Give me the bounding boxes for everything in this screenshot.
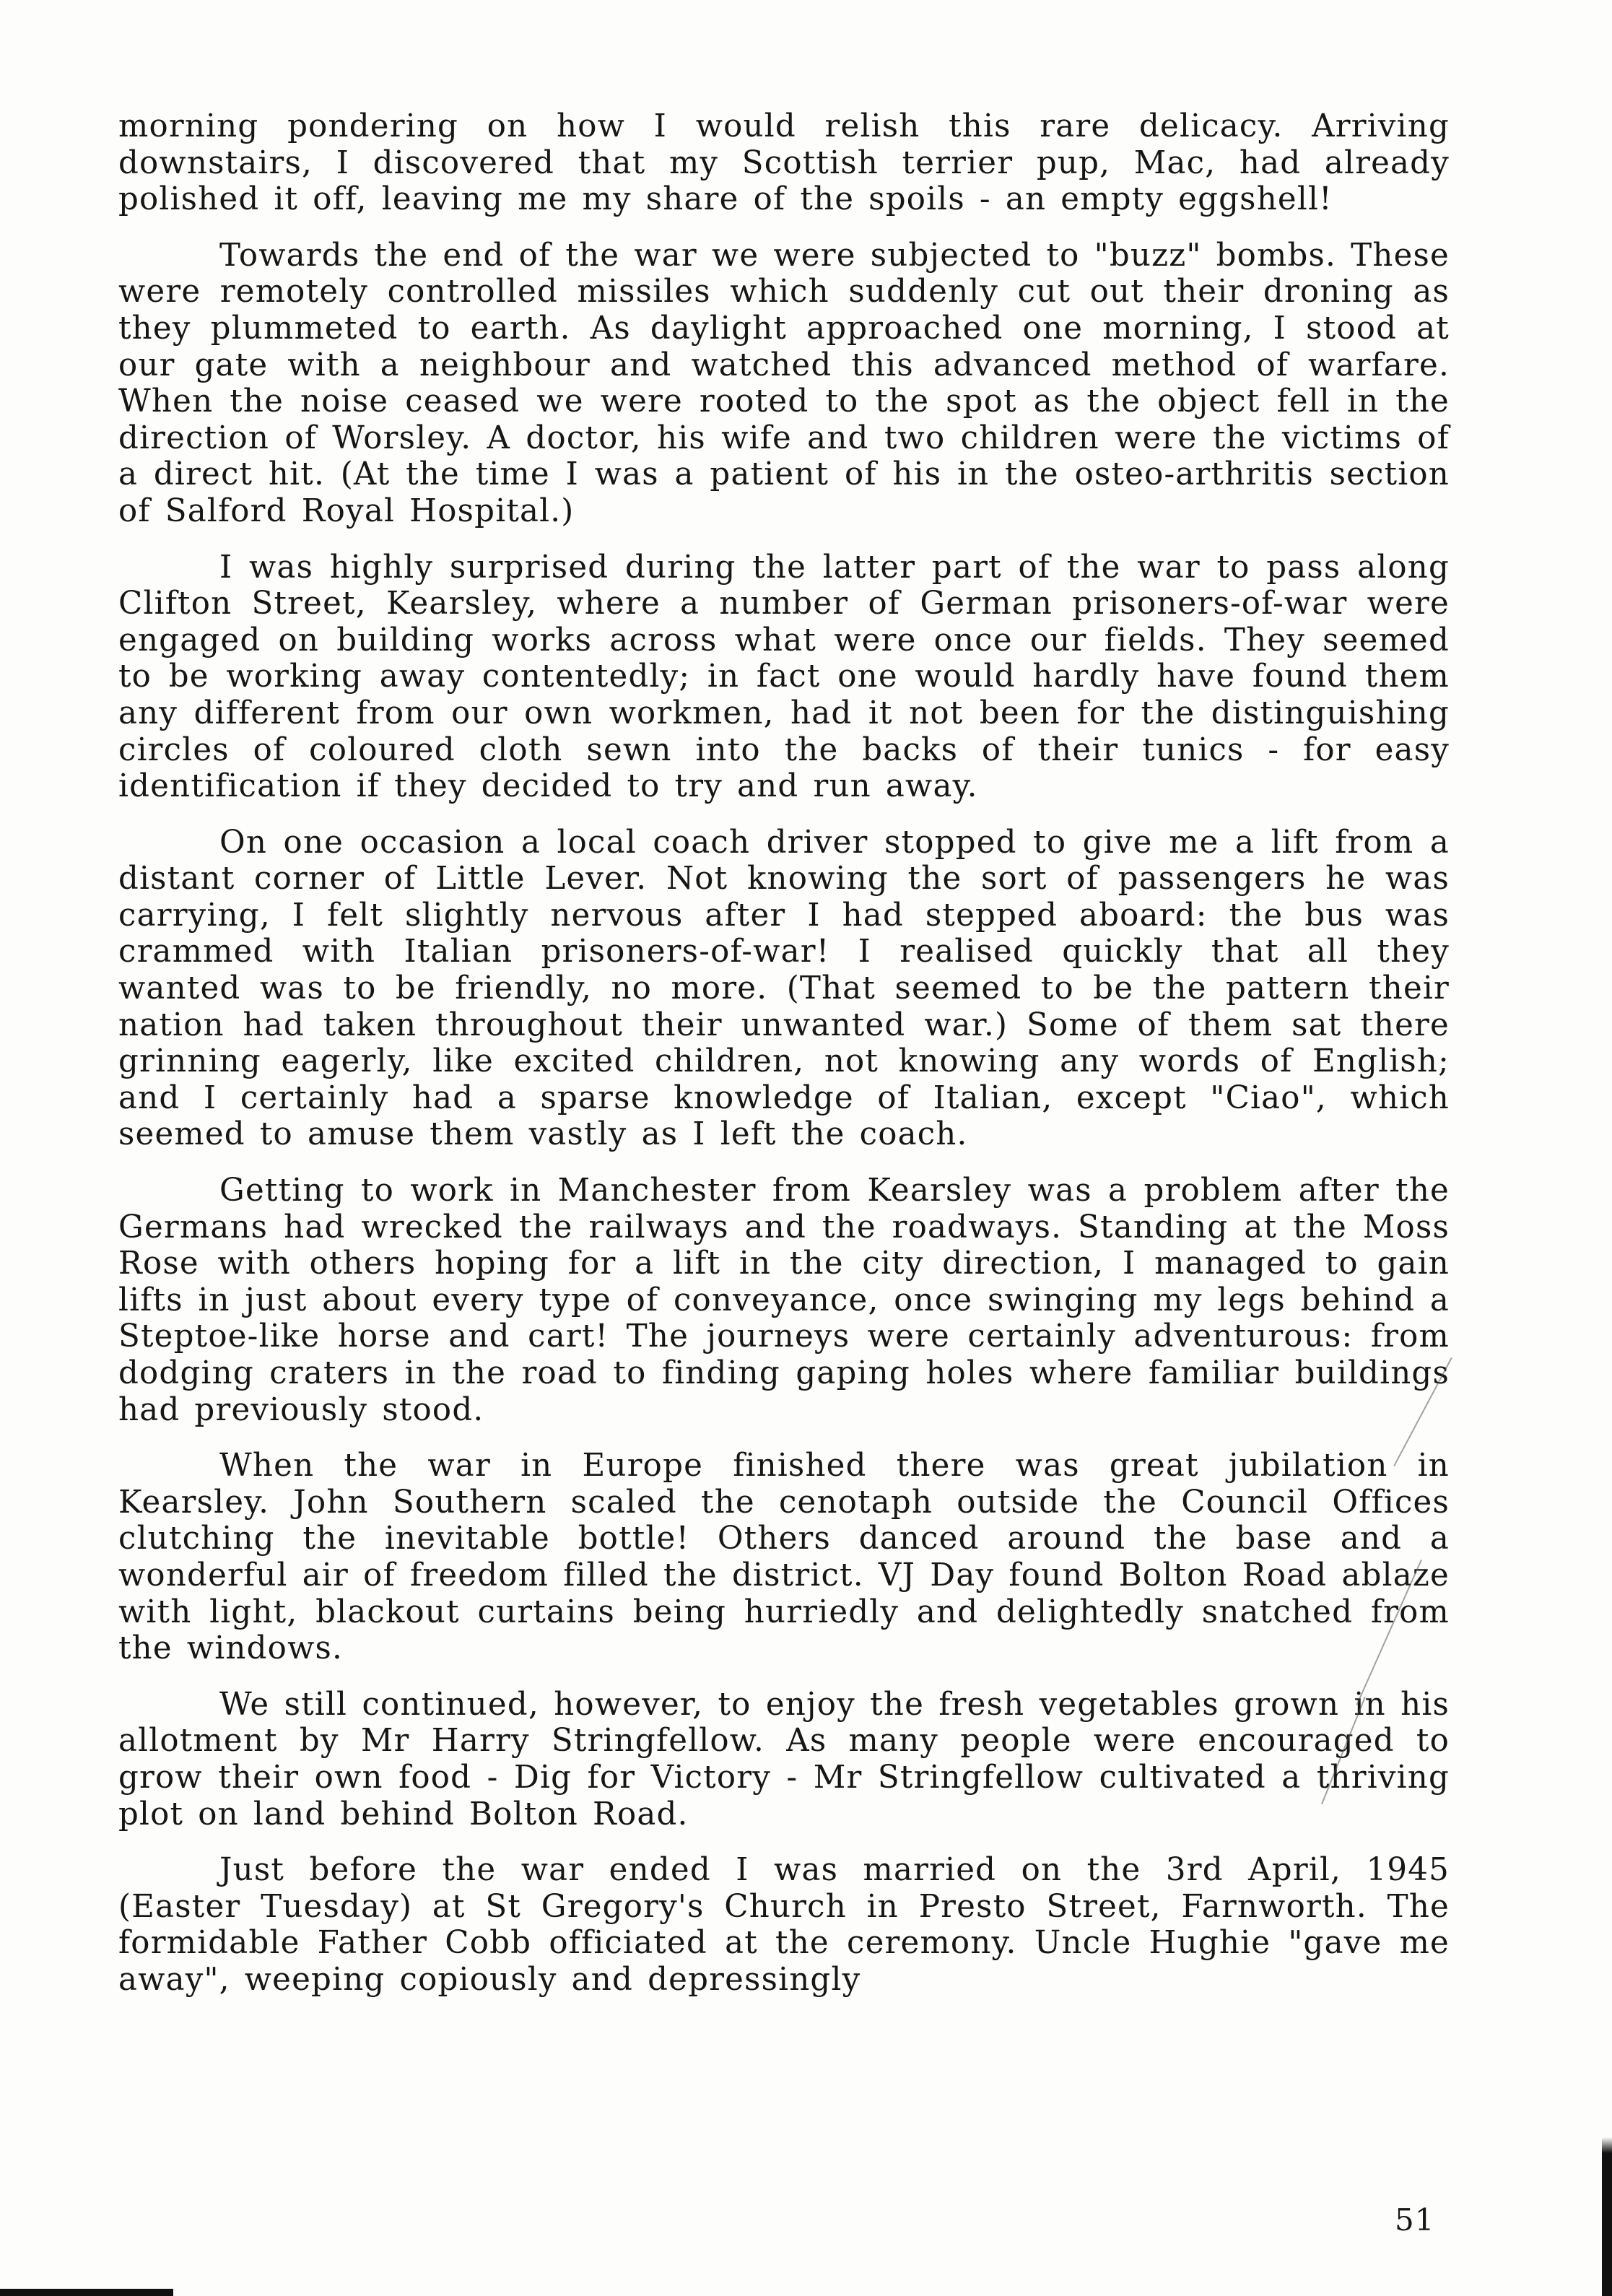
paragraph-4: On one occasion a local coach driver stopped to give me a lift from a distant corner of Little Lever. Not knowing the sort of passengers he was carrying, I felt slightly nervous after I had stepped aboard: the bus was crammed with Italian prisoners-of-war! I realised quickly that all they wanted was to be friendly, no more. (That seemed to be the pattern their nation had taken throughout their unwanted war.) Some of them sat there grinning eagerly, like excited children, not knowing any words of English; and I certainly had a sparse knowledge of Italian, except "Ciao", which seemed to amuse them vastly as I left the coach.: [118, 824, 1450, 1153]
paragraph-6: When the war in Europe finished there was great jubilation in Kearsley. John Southern scaled the cenotaph outside the Council Offices clutching the inevitable bottle! Others danced around the base and a wonderful air of freedom filled the district. VJ Day found Bolton Road ablaze with light, blackout curtains being hurriedly and delightedly snatched from the windows.: [118, 1448, 1450, 1667]
scan-edge-shadow-bottom: [0, 2289, 173, 2296]
paragraph-2: Towards the end of the war we were subjected to "buzz" bombs. These were remotely controlled missiles which suddenly cut out their droning as they plummeted to earth. As daylight approached one morning, I stood at our gate with a neighbour and watched this advanced method of warfare. When the noise ceased we were rooted to the spot as the object fell in the direction of Worsley. A doctor, his wife and two children were the victims of a direct hit. (At the time I was a patient of his in the osteo-arthritis section of Salford Royal Hospital.): [118, 237, 1450, 529]
paragraph-3: I was highly surprised during the latter part of the war to pass along Clifton Street, Kearsley, where a number of German prisoners-of-war were engaged on building works across what were once our fields. They seemed to be working away contentedly; in fact one would hardly have found them any different from our own workmen, had it not been for the distinguishing circles of coloured cloth sewn into the backs of their tunics - for easy identification if they decided to try and run away.: [118, 549, 1450, 805]
body-text: [118, 108, 1450, 2018]
paragraph-5: Getting to work in Manchester from Kearsley was a problem after the Germans had wrecked the railways and the roadways. Standing at the Moss Rose with others hoping for a lift in the city direction, I managed to gain lifts in just about every type of conveyance, once swinging my legs behind a Steptoe-like horse and cart! The journeys were certainly adventurous: from dodging craters in the road to finding gaping holes where familiar buildings had previously stood.: [118, 1173, 1450, 1428]
paragraph-8: Just before the war ended I was married on the 3rd April, 1945 (Easter Tuesday) at St Gregory's Church in Presto Street, Farnworth. The formidable Father Cobb officiated at the ceremony. Uncle Hughie "gave me away", weeping copiously and depressingly: [118, 1852, 1450, 1998]
scan-edge-shadow-right: [1602, 2137, 1612, 2296]
paragraph-1: morning pondering on how I would relish this rare delicacy. Arriving downstairs, I discovered that my Scottish terrier pup, Mac, had already polished it off, leaving me my share of the spoils - an empty eggshell!: [118, 108, 1450, 218]
page-number: 51: [1395, 2202, 1435, 2238]
paragraph-7: We still continued, however, to enjoy the fresh vegetables grown in his allotment by Mr Harry Stringfellow. As many people were encouraged to grow their own food - Dig for Victory - Mr Stringfellow cultivated a thriving plot on land behind Bolton Road.: [118, 1686, 1450, 1832]
